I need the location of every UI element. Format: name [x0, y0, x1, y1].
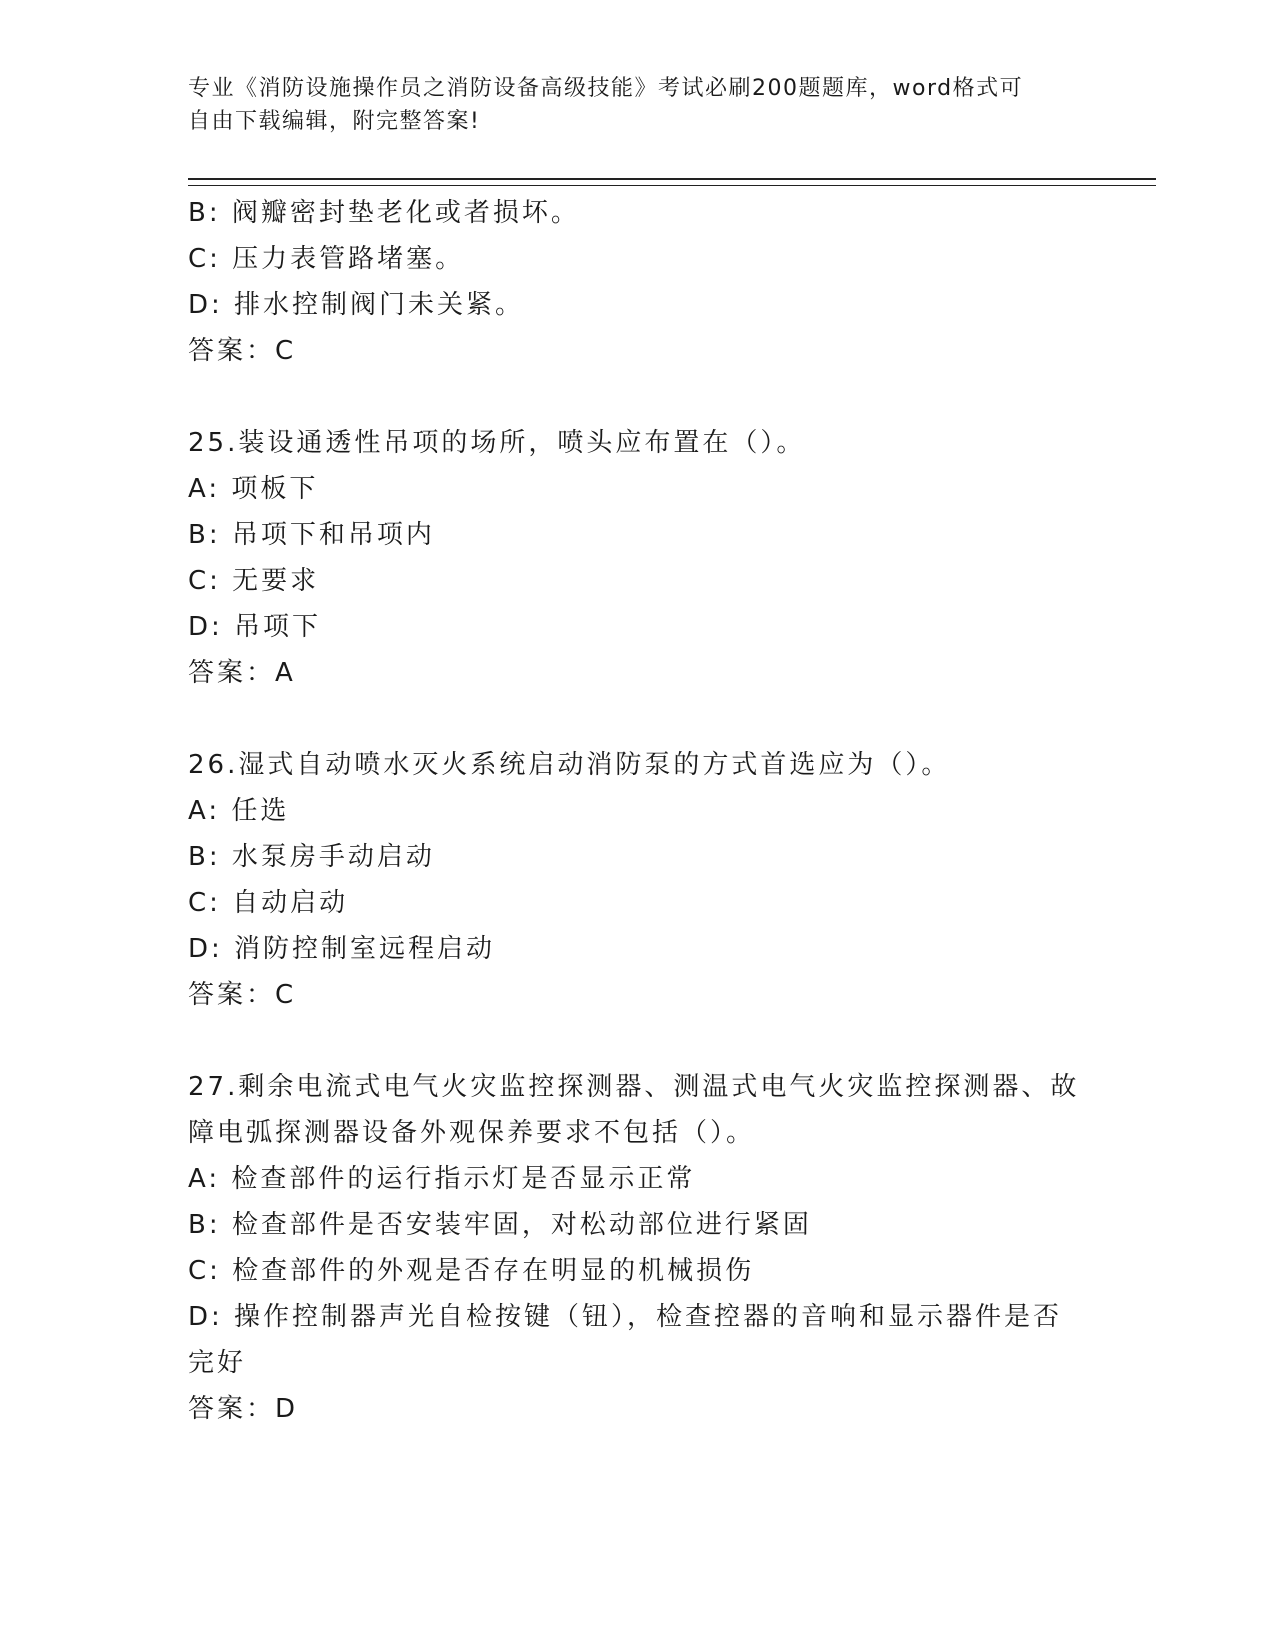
page-header [188, 72, 1088, 138]
option-b: B: 检查部件是否安装牢固，对松动部位进行紧固 [188, 1210, 812, 1240]
option-d: D: 操作控制器声光自检按键（钮），检查控器的音响和显示器件是否 [188, 1302, 1063, 1332]
option-d: D: 排水控制阀门未关紧。 [188, 290, 525, 320]
option-d-continued: 完好 [188, 1348, 247, 1378]
option-d: D: 消防控制室远程启动 [188, 934, 496, 964]
question-25 [188, 420, 1088, 696]
option-b: B: 水泵房手动启动 [188, 842, 435, 872]
question-text-line-2: 障电弧探测器设备外观保养要求不包括（）。 [188, 1118, 756, 1148]
question-text: 26.湿式自动喷水灭火系统启动消防泵的方式首选应为（）。 [188, 750, 951, 780]
option-a: A: 检查部件的运行指示灯是否显示正常 [188, 1164, 696, 1194]
option-c: C: 无要求 [188, 566, 320, 596]
option-c: C: 检查部件的外观是否存在明显的机械损伤 [188, 1256, 755, 1286]
option-b: B: 阀瓣密封垫老化或者损坏。 [188, 198, 580, 228]
question-text: 25.装设通透性吊项的场所，喷头应布置在（）。 [188, 428, 806, 458]
question-27 [188, 1064, 1088, 1432]
option-a: A: 项板下 [188, 474, 319, 504]
question-text-line-1: 27.剩余电流式电气火灾监控探测器、测温式电气火灾监控探测器、故 [188, 1072, 1080, 1102]
question-26 [188, 742, 1088, 1018]
answer-line: 答案：A [188, 658, 296, 688]
option-d: D: 吊项下 [188, 612, 322, 642]
option-b: B: 吊项下和吊项内 [188, 520, 435, 550]
option-a: A: 任选 [188, 796, 290, 826]
header-divider [188, 178, 1156, 186]
answer-line: 答案：C [188, 980, 297, 1010]
option-c: C: 压力表管路堵塞。 [188, 244, 465, 274]
answer-line: 答案：D [188, 1394, 299, 1424]
question-24-partial [188, 190, 1088, 374]
header-line-2: 自由下载编辑，附完整答案! [188, 109, 481, 134]
answer-line: 答案：C [188, 336, 297, 366]
option-c: C: 自动启动 [188, 888, 349, 918]
header-line-1: 专业《消防设施操作员之消防设备高级技能》考试必刷200题题库，word格式可 [188, 76, 1024, 101]
document-body [188, 190, 1088, 1478]
